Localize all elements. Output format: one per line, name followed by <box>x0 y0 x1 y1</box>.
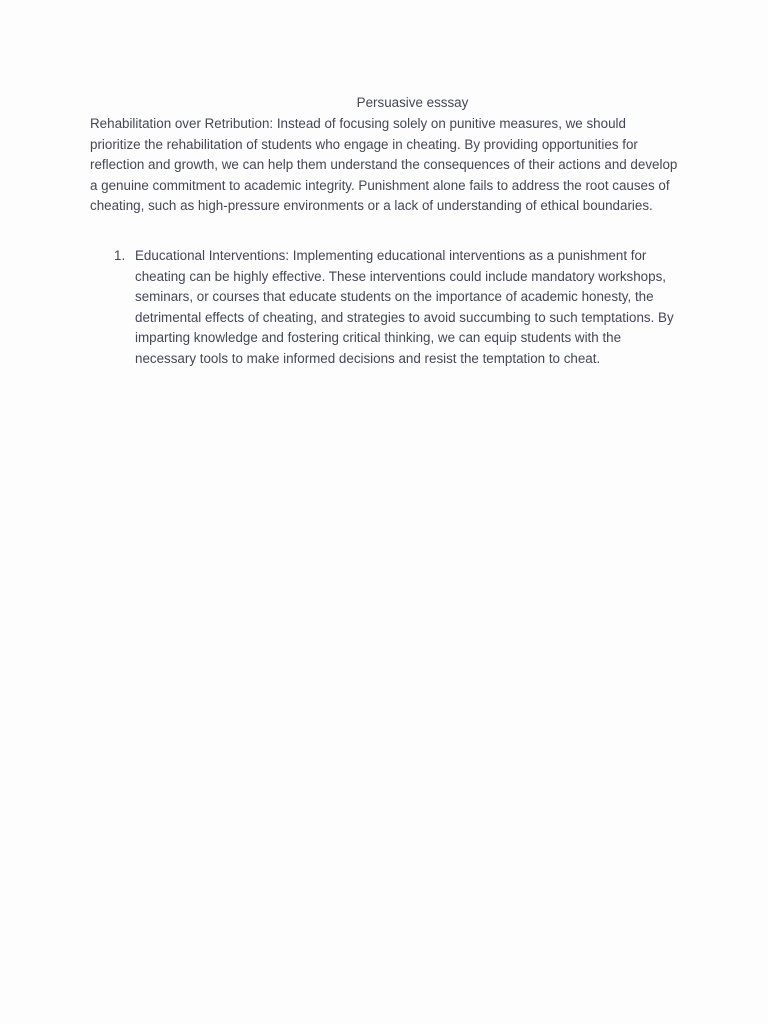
numbered-list <box>90 246 690 369</box>
list-item <box>90 246 690 369</box>
list-item-number: 1. <box>114 248 126 263</box>
body-paragraph: Rehabilitation over Retribution: Instead of focusing solely on punitive measures, we should prioritize the rehabilitation of students who engage in cheating. By providing opportunities for reflection and growth, we can help them understand the consequences of their actions and develop a genuine commitment to academic integrity. Punishment alone fails to address the root causes of cheating, such as high-pressure environments or a lack of understanding of ethical boundaries. <box>90 116 678 213</box>
list-item-text: Educational Interventions: Implementing educational interventions as a punishment for cheating can be highly effective. These interventions could include mandatory workshops, seminars, or courses that educate students on the importance of academic honesty, the detrimental effects of cheating, and strategies to avoid succumbing to such temptations. By imparting knowledge and fostering critical thinking, we can equip students with the necessary tools to make informed decisions and resist the temptation to cheat. <box>135 248 674 366</box>
document-title: Persuasive esssay <box>356 95 469 110</box>
